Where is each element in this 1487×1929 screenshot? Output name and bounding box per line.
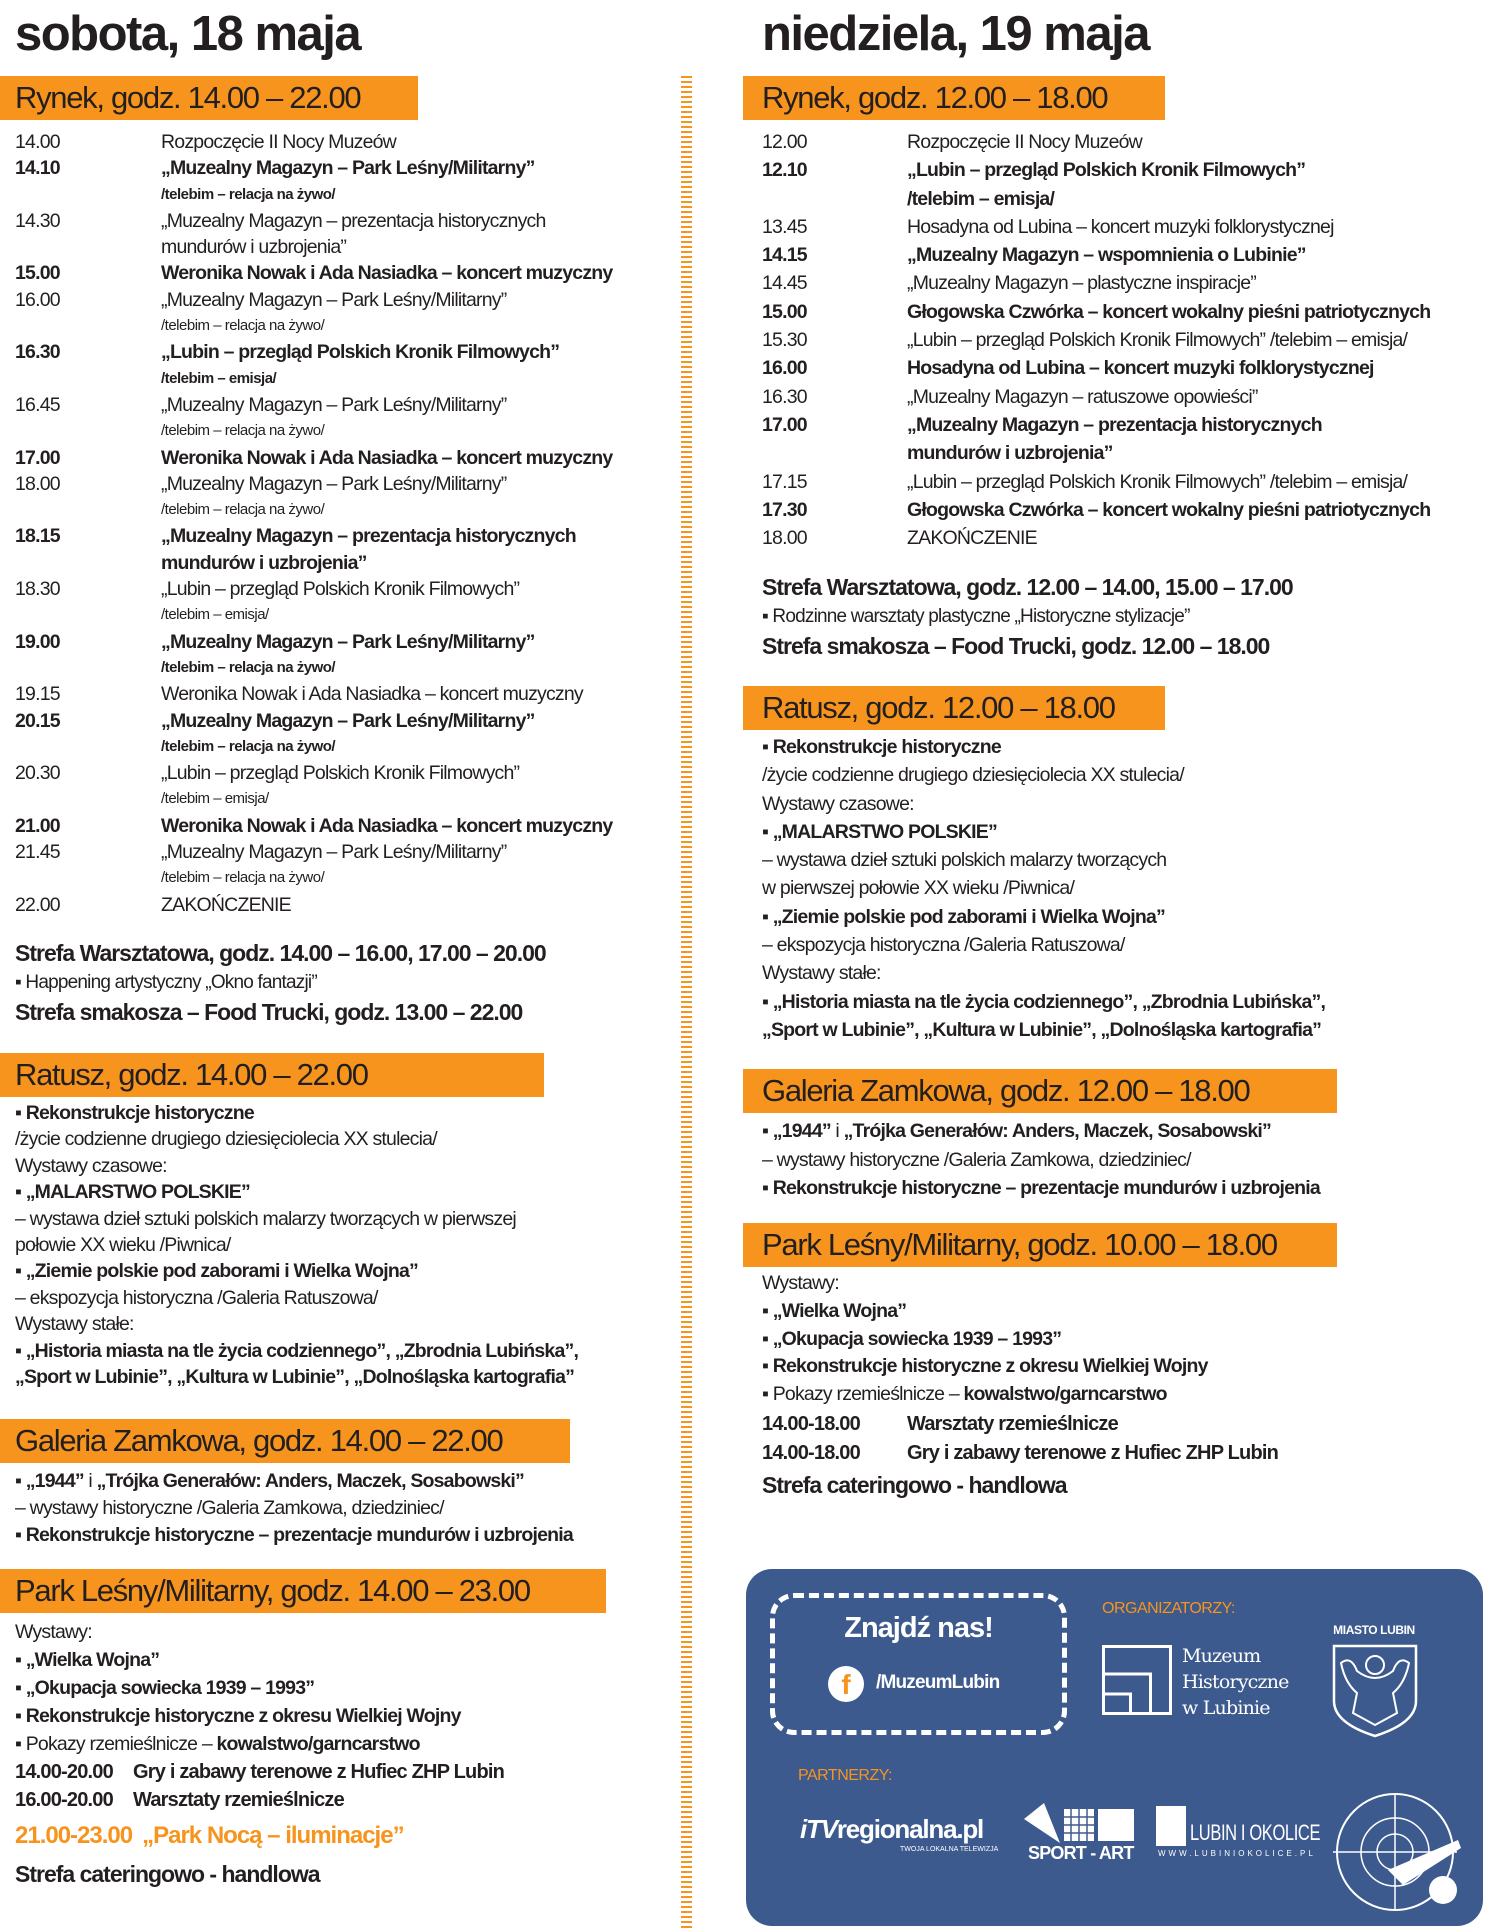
schedule-event: ZAKOŃCZENIE: [907, 527, 1037, 550]
list-line-part: ▪ Pokazy rzemieślnicze –: [15, 1733, 217, 1755]
list-line: [15, 1730, 461, 1758]
list-line-part: /życie codzienne drugiego dziesięciolecia XX stulecia/: [15, 1128, 437, 1151]
schedule-event: „Muzealny Magazyn – Park Leśny/Militarny”: [161, 630, 535, 653]
schedule-event: /telebim – emisja/: [161, 790, 269, 808]
schedule-event: Hosadyna od Lubina – koncert muzyki folklorystycznej: [907, 215, 1334, 238]
schedule-event: Głogowska Czwórka – koncert wokalny pieśni patriotycznych: [907, 300, 1431, 323]
list-line: [15, 1232, 578, 1258]
schedule-event: Głogowska Czwórka – koncert wokalny pieśni patriotycznych: [907, 498, 1431, 521]
schedule-time: 14.30: [15, 209, 60, 232]
schedule-time: 14.10: [15, 157, 60, 180]
list-line-part: ▪ Rekonstrukcje historyczne – prezentacje mundurów i uzbrojenia: [15, 1524, 573, 1546]
sun-ratusz-list: [762, 733, 1325, 1044]
sun-rynek-schedule: [762, 128, 1430, 552]
column-divider: [681, 76, 692, 1929]
schedule-time: 17.15: [762, 470, 807, 493]
schedule-event: /telebim – relacja na żywo/: [161, 658, 336, 676]
sat-rynek-header: Rynek, godz. 14.00 – 22.00: [0, 76, 418, 120]
schedule-row: [15, 313, 612, 339]
list-line: [15, 1206, 578, 1232]
sun-park-timed: [762, 1410, 1278, 1467]
timed-row-text: Warsztaty rzemieślnicze: [133, 1789, 344, 1811]
tv-icon: iTV: [800, 1814, 837, 1844]
schedule-event: /telebim – relacja na żywo/: [161, 869, 325, 887]
schedule-row: [762, 411, 1430, 439]
schedule-event: mundurów i uzbrojenia”: [907, 442, 1113, 465]
schedule-time: 19.15: [15, 683, 60, 706]
schedule-time: [15, 497, 161, 523]
schedule-row: [15, 129, 612, 155]
schedule-time: 16.00: [15, 288, 60, 311]
schedule-row: [15, 576, 612, 602]
schedule-event: „Lubin – przegląd Polskich Kronik Filmowych”: [161, 578, 520, 601]
list-line: [15, 1618, 461, 1646]
museum-name-line: w Lubinie: [1182, 1697, 1270, 1719]
list-line-part: ▪ „1944”: [762, 1120, 831, 1142]
sun-galeria-list: [762, 1117, 1320, 1203]
schedule-event: „Muzealny Magazyn – Park Leśny/Militarny”: [161, 157, 535, 180]
list-line: [15, 1285, 578, 1311]
partner-lubin-logo-icon: [1156, 1806, 1186, 1846]
schedule-time: 17.00: [15, 446, 60, 469]
night-time: 21.00-23.00: [15, 1822, 133, 1849]
list-line-part: – wystawy historyczne /Galeria Zamkowa, dziedziniec/: [762, 1148, 1191, 1171]
schedule-time: 12.00: [762, 131, 807, 153]
list-line: [762, 903, 1325, 931]
schedule-time: 20.30: [15, 762, 60, 785]
list-line-part: – ekspozycja historyczna /Galeria Ratuszowa/: [15, 1286, 378, 1309]
sun-rynek-header: Rynek, godz. 12.00 – 18.00: [743, 76, 1165, 120]
partner-lubin-url: WWW.LUBINIOKOLICE.PL: [1158, 1849, 1316, 1858]
schedule-row: [762, 468, 1430, 496]
schedule-event: „Muzealny Magazyn – Park Leśny/Militarny”: [161, 841, 507, 864]
schedule-time: 21.45: [15, 841, 60, 864]
sun-strefa-warsztatowa: Strefa Warsztatowa, godz. 12.00 – 14.00, 15.00 – 17.00: [762, 574, 1293, 600]
list-line: [15, 1674, 461, 1702]
list-line: [762, 846, 1325, 874]
schedule-event: Weronika Nowak i Ada Nasiadka – koncert muzyczny: [161, 446, 613, 469]
list-line-part: ▪ Rekonstrukcje historyczne – prezentacje mundurów i uzbrojenia: [762, 1177, 1320, 1199]
schedule-event: Weronika Nowak i Ada Nasiadka – koncert muzyczny: [161, 683, 583, 706]
list-line: [15, 1702, 461, 1730]
schedule-event: Weronika Nowak i Ada Nasiadka – koncert muzyczny: [161, 262, 613, 285]
sun-galeria-header: Galeria Zamkowa, godz. 12.00 – 18.00: [743, 1069, 1337, 1113]
schedule-event: „Lubin – przegląd Polskich Kronik Filmowych” /telebim – emisja/: [907, 470, 1408, 493]
schedule-event: „Muzealny Magazyn – Park Leśny/Militarny”: [161, 288, 507, 311]
schedule-time: 15.00: [15, 262, 60, 285]
list-line-part: połowie XX wieku /Piwnica/: [15, 1234, 231, 1257]
schedule-event: /telebim – relacja na żywo/: [161, 317, 325, 335]
schedule-time: 13.45: [762, 215, 807, 238]
schedule-row: [15, 366, 612, 392]
sat-warsztaty-note: ▪ Happening artystyczny „Okno fantazji”: [15, 972, 317, 993]
partner-tv-logo: [800, 1814, 983, 1845]
schedule-time: [15, 234, 161, 260]
list-line-part: – wystawa dzieł sztuki polskich malarzy tworzących w pierwszej: [15, 1207, 516, 1230]
schedule-time: 20.15: [15, 709, 60, 732]
sun-warsztaty-note: ▪ Rodzinne warsztaty plastyczne „Historyczne stylizacje”: [762, 606, 1190, 627]
timed-row: [15, 1786, 504, 1814]
sun-park-header: Park Leśny/Militarny, godz. 10.00 – 18.00: [743, 1223, 1337, 1267]
schedule-time: 18.30: [15, 578, 60, 601]
schedule-row: [15, 392, 612, 418]
list-line: [762, 1174, 1320, 1203]
schedule-row: [762, 128, 1430, 156]
schedule-row: [15, 786, 612, 812]
list-line-part: Wystawy stałe:: [15, 1313, 134, 1336]
sat-ratusz-list: [15, 1100, 578, 1390]
schedule-event: /telebim – relacja na żywo/: [161, 501, 325, 519]
schedule-row: [762, 156, 1430, 184]
list-line-part: Wystawy:: [15, 1621, 92, 1643]
schedule-row: [762, 241, 1430, 269]
schedule-row: [15, 182, 612, 208]
list-line-part: ▪ „MALARSTWO POLSKIE”: [15, 1181, 250, 1204]
partner-tv-tagline: TWOJA LOKALNA TELEWIZJA: [900, 1846, 999, 1853]
list-line-part: Wystawy czasowe:: [762, 792, 914, 815]
schedule-event: ZAKOŃCZENIE: [161, 893, 291, 916]
list-line: [15, 1153, 578, 1179]
schedule-event: „Muzealny Magazyn – prezentacja historycznych: [161, 209, 546, 232]
list-line-part: – wystawy historyczne /Galeria Zamkowa, dziedziniec/: [15, 1497, 444, 1519]
schedule-row: [15, 550, 612, 576]
sat-park-header: Park Leśny/Militarny, godz. 14.00 – 23.00: [0, 1569, 606, 1613]
schedule-row: [15, 339, 612, 365]
sat-rynek-schedule: [15, 129, 612, 918]
list-line-part: ▪ „Ziemie polskie pod zaborami i Wielka Wojna”: [15, 1260, 419, 1283]
schedule-event: „Lubin – przegląd Polskich Kronik Filmowych”: [907, 159, 1306, 182]
schedule-time: [15, 602, 161, 628]
schedule-event: „Muzealny Magazyn – Park Leśny/Militarny”: [161, 709, 535, 732]
list-line-part: Wystawy:: [762, 1272, 839, 1294]
schedule-time: 16.30: [15, 341, 60, 364]
schedule-row: [762, 496, 1430, 524]
schedule-event: /telebim – emisja/: [161, 369, 277, 387]
schedule-time: 16.30: [762, 385, 807, 408]
schedule-time: [15, 734, 161, 760]
list-line-part: ▪ „Historia miasta na tle życia codziennego”, „Zbrodnia Lubińska”,: [15, 1339, 579, 1362]
schedule-row: [762, 354, 1430, 382]
schedule-event: „Lubin – przegląd Polskich Kronik Filmowych” /telebim – emisja/: [907, 329, 1408, 352]
list-line: [762, 1117, 1320, 1146]
list-line-part: ▪ „MALARSTWO POLSKIE”: [762, 820, 997, 843]
schedule-event: Rozpoczęcie II Nocy Muzeów: [161, 131, 396, 153]
list-line: [762, 1381, 1208, 1409]
schedule-row: [15, 287, 612, 313]
museum-name: [1182, 1643, 1289, 1721]
schedule-row: [15, 155, 612, 181]
schedule-row: [15, 418, 612, 444]
list-line: [15, 1495, 573, 1522]
list-line: [762, 761, 1325, 789]
sat-galeria-header: Galeria Zamkowa, godz. 14.00 – 22.00: [0, 1419, 570, 1463]
sat-park-catering: Strefa cateringowo - handlowa: [15, 1861, 320, 1887]
sun-park-list: [762, 1270, 1208, 1409]
schedule-event: /telebim – relacja na żywo/: [161, 185, 336, 203]
schedule-time: 16.00: [762, 357, 807, 380]
list-line-part: ▪ „1944”: [15, 1470, 84, 1492]
list-line-part: ▪ Rekonstrukcje historyczne z okresu Wielkiej Wojny: [762, 1355, 1208, 1378]
schedule-row: [15, 602, 612, 628]
schedule-time: 14.45: [762, 272, 807, 295]
schedule-time: [15, 550, 161, 576]
schedule-row: [15, 497, 612, 523]
list-line: [762, 931, 1325, 959]
list-line-part: – ekspozycja historyczna /Galeria Ratuszowa/: [762, 934, 1125, 957]
schedule-time: 17.00: [762, 413, 807, 436]
list-line-part: ▪ „Historia miasta na tle życia codziennego”, „Zbrodnia Lubińska”,: [762, 990, 1326, 1013]
schedule-time: 15.30: [762, 329, 807, 352]
find-us-title: Znajdź nas!: [844, 1612, 993, 1644]
timed-row: [762, 1410, 1278, 1439]
schedule-event: /telebim – relacja na żywo/: [161, 422, 325, 440]
list-line: [15, 1100, 578, 1126]
partner-museum-seal-icon: [1333, 1790, 1463, 1920]
schedule-event: /telebim – emisja/: [907, 187, 1055, 210]
list-line-part: „Trójka Generałów: Anders, Maczek, Sosabowski”: [96, 1470, 524, 1492]
timed-row-text: Gry i zabawy terenowe z Hufiec ZHP Lubin: [907, 1441, 1279, 1464]
city-label: MIASTO LUBIN: [1333, 1623, 1415, 1637]
schedule-time: 18.15: [15, 525, 60, 548]
schedule-time: 18.00: [762, 527, 807, 550]
schedule-event: „Lubin – przegląd Polskich Kronik Filmowych”: [161, 762, 520, 785]
schedule-event: „Muzealny Magazyn – plastyczne inspiracje”: [907, 272, 1256, 295]
list-line-part: kowalstwo/garncarstwo: [216, 1733, 420, 1755]
schedule-row: [762, 326, 1430, 354]
sat-park-list: [15, 1618, 461, 1758]
partner-lubin-name: LUBIN I OKOLICE: [1190, 1820, 1321, 1845]
list-line: [762, 818, 1325, 846]
facebook-icon[interactable]: f: [828, 1666, 864, 1702]
schedule-time: 15.00: [762, 300, 807, 323]
timed-row-text: Warsztaty rzemieślnicze: [907, 1413, 1118, 1435]
list-line: [762, 790, 1325, 818]
schedule-row: [762, 439, 1430, 467]
schedule-row: [762, 298, 1430, 326]
list-line: [15, 1364, 578, 1390]
list-line: [762, 1146, 1320, 1175]
sat-park-night: [15, 1822, 404, 1850]
schedule-event: mundurów i uzbrojenia”: [161, 551, 367, 574]
list-line: [15, 1646, 461, 1674]
sun-ratusz-header: Ratusz, godz. 12.00 – 18.00: [743, 686, 1165, 730]
schedule-event: „Muzealny Magazyn – wspomnienia o Lubinie”: [907, 244, 1306, 267]
timed-row-time: 14.00-18.00: [762, 1413, 860, 1435]
schedule-event: „Muzealny Magazyn – Park Leśny/Militarny”: [161, 393, 507, 416]
list-line-part: ▪ Rekonstrukcje historyczne: [762, 736, 1001, 758]
list-line-part: ▪ „Wielka Wojna”: [15, 1649, 160, 1671]
schedule-time: 16.45: [15, 393, 60, 416]
timed-row-time: 16.00-20.00: [15, 1789, 113, 1811]
schedule-row: [762, 524, 1430, 552]
schedule-row: [15, 445, 612, 471]
list-line: [762, 733, 1325, 761]
schedule-row: [762, 213, 1430, 241]
schedule-event: /telebim – relacja na żywo/: [161, 737, 336, 755]
museum-name-line: Historyczne: [1182, 1671, 1289, 1693]
list-line-part: kowalstwo/garncarstwo: [963, 1383, 1167, 1406]
schedule-event: Weronika Nowak i Ada Nasiadka – koncert muzyczny: [161, 814, 613, 837]
schedule-time: [15, 313, 161, 339]
list-line-part: ▪ „Ziemie polskie pod zaborami i Wielka Wojna”: [762, 905, 1166, 928]
schedule-row: [15, 655, 612, 681]
list-line: [762, 1353, 1208, 1381]
museum-name-line: Muzeum: [1182, 1645, 1261, 1667]
schedule-event: „Muzealny Magazyn – ratuszowe opowieści”: [907, 385, 1258, 408]
schedule-time: 14.00: [15, 131, 60, 153]
schedule-time: 18.00: [15, 472, 60, 495]
day-title-sunday: niedziela, 19 maja: [762, 7, 1149, 61]
list-line-part: i: [830, 1120, 844, 1142]
schedule-event: Hosadyna od Lubina – koncert muzyki folklorystycznej: [907, 357, 1374, 380]
schedule-time: 12.10: [762, 159, 807, 182]
timed-row-text: Gry i zabawy terenowe z Hufiec ZHP Lubin: [133, 1761, 505, 1783]
sat-strefa-smakosza: Strefa smakosza – Food Trucki, godz. 13.00 – 22.00: [15, 999, 523, 1025]
schedule-time: [15, 865, 161, 891]
schedule-row: [15, 813, 612, 839]
schedule-row: [15, 892, 612, 918]
schedule-row: [15, 523, 612, 549]
partners-label: PARTNERZY:: [798, 1767, 892, 1784]
day-title-saturday: sobota, 18 maja: [15, 7, 361, 61]
list-line-part: ▪ „Okupacja sowiecka 1939 – 1993”: [15, 1677, 315, 1699]
schedule-time: 19.00: [15, 630, 60, 653]
schedule-time: [762, 439, 907, 467]
list-line-part: ▪ „Wielka Wojna”: [762, 1299, 907, 1322]
schedule-row: [15, 234, 612, 260]
sun-strefa-smakosza: Strefa smakosza – Food Trucki, godz. 12.00 – 18.00: [762, 633, 1270, 659]
list-line-part: „Sport w Lubinie”, „Kultura w Lubinie”, „Dolnośląska kartografia”: [762, 1018, 1322, 1041]
schedule-time: [762, 185, 907, 213]
schedule-row: [15, 839, 612, 865]
schedule-time: [15, 418, 161, 444]
schedule-event: „Lubin – przegląd Polskich Kronik Filmowych”: [161, 341, 560, 364]
sat-strefa-warsztatowa: Strefa Warsztatowa, godz. 14.00 – 16.00, 17.00 – 20.00: [15, 940, 546, 966]
timed-row: [15, 1758, 504, 1786]
list-line: [762, 959, 1325, 987]
list-line: [15, 1338, 578, 1364]
list-line: [15, 1522, 573, 1549]
schedule-row: [15, 865, 612, 891]
list-line: [15, 1468, 573, 1495]
timed-row: [762, 1439, 1278, 1468]
list-line-part: i: [83, 1470, 97, 1492]
sat-park-timed: [15, 1758, 504, 1814]
schedule-time: [15, 182, 161, 208]
schedule-row: [762, 269, 1430, 297]
list-line-part: Wystawy czasowe:: [15, 1154, 167, 1177]
list-line: [15, 1126, 578, 1152]
city-coat-of-arms-icon: [1331, 1643, 1419, 1738]
list-line-part: ▪ Rekonstrukcje historyczne z okresu Wielkiej Wojny: [15, 1705, 461, 1727]
schedule-event: mundurów i uzbrojenia”: [161, 236, 347, 259]
facebook-link[interactable]: /MuzeumLubin: [876, 1672, 1000, 1693]
timed-row-time: 14.00-20.00: [15, 1761, 113, 1783]
sun-park-catering: Strefa cateringowo - handlowa: [762, 1472, 1067, 1498]
partner-sport-art-name: SPORT - ART: [1028, 1843, 1134, 1863]
night-title: „Park Nocą – iluminacje”: [142, 1822, 404, 1849]
list-line: [762, 1016, 1325, 1044]
list-line-part: „Trójka Generałów: Anders, Maczek, Sosabowski”: [843, 1120, 1271, 1142]
list-line-part: Wystawy stałe:: [762, 962, 881, 985]
schedule-row: [15, 208, 612, 234]
schedule-row: [15, 760, 612, 786]
list-line-part: ▪ Pokazy rzemieślnicze –: [762, 1383, 964, 1406]
schedule-time: [15, 786, 161, 812]
schedule-row: [15, 471, 612, 497]
organizers-label: ORGANIZATORZY:: [1102, 1600, 1235, 1617]
schedule-time: 14.15: [762, 244, 807, 267]
schedule-row: [15, 681, 612, 707]
schedule-row: [762, 383, 1430, 411]
museum-logo-icon: [1102, 1645, 1172, 1715]
schedule-event: „Muzealny Magazyn – Park Leśny/Militarny”: [161, 472, 507, 495]
schedule-event: Rozpoczęcie II Nocy Muzeów: [907, 131, 1142, 153]
partner-sport-art-logo-icon: [1024, 1801, 1136, 1843]
list-line-part: ▪ „Okupacja sowiecka 1939 – 1993”: [762, 1327, 1062, 1350]
schedule-time: 17.30: [762, 498, 807, 521]
partner-tv-name: regionalna.pl: [836, 1814, 984, 1844]
schedule-event: „Muzealny Magazyn – prezentacja historycznych: [161, 525, 576, 548]
schedule-row: [762, 185, 1430, 213]
list-line: [762, 1270, 1208, 1298]
list-line: [762, 988, 1325, 1016]
list-line-part: – wystawa dzieł sztuki polskich malarzy tworzących: [762, 849, 1167, 872]
schedule-time: [15, 366, 161, 392]
schedule-row: [15, 260, 612, 286]
timed-row-time: 14.00-18.00: [762, 1441, 860, 1464]
schedule-time: [15, 655, 161, 681]
schedule-time: 22.00: [15, 893, 60, 916]
list-line-part: /życie codzienne drugiego dziesięciolecia XX stulecia/: [762, 764, 1184, 787]
list-line: [15, 1258, 578, 1284]
list-line: [762, 1326, 1208, 1354]
list-line-part: „Sport w Lubinie”, „Kultura w Lubinie”, „Dolnośląska kartografia”: [15, 1366, 575, 1389]
sat-galeria-list: [15, 1468, 573, 1549]
list-line-part: w pierwszej połowie XX wieku /Piwnica/: [762, 877, 1075, 900]
schedule-row: [15, 629, 612, 655]
list-line: [762, 1298, 1208, 1326]
schedule-event: „Muzealny Magazyn – prezentacja historycznych: [907, 413, 1322, 436]
schedule-row: [15, 734, 612, 760]
sat-ratusz-header: Ratusz, godz. 14.00 – 22.00: [0, 1053, 544, 1097]
list-line-part: ▪ Rekonstrukcje historyczne: [15, 1102, 254, 1124]
list-line: [15, 1179, 578, 1205]
schedule-event: /telebim – emisja/: [161, 606, 269, 624]
list-line: [762, 874, 1325, 902]
list-line: [15, 1311, 578, 1337]
schedule-time: 21.00: [15, 814, 60, 837]
schedule-row: [15, 708, 612, 734]
